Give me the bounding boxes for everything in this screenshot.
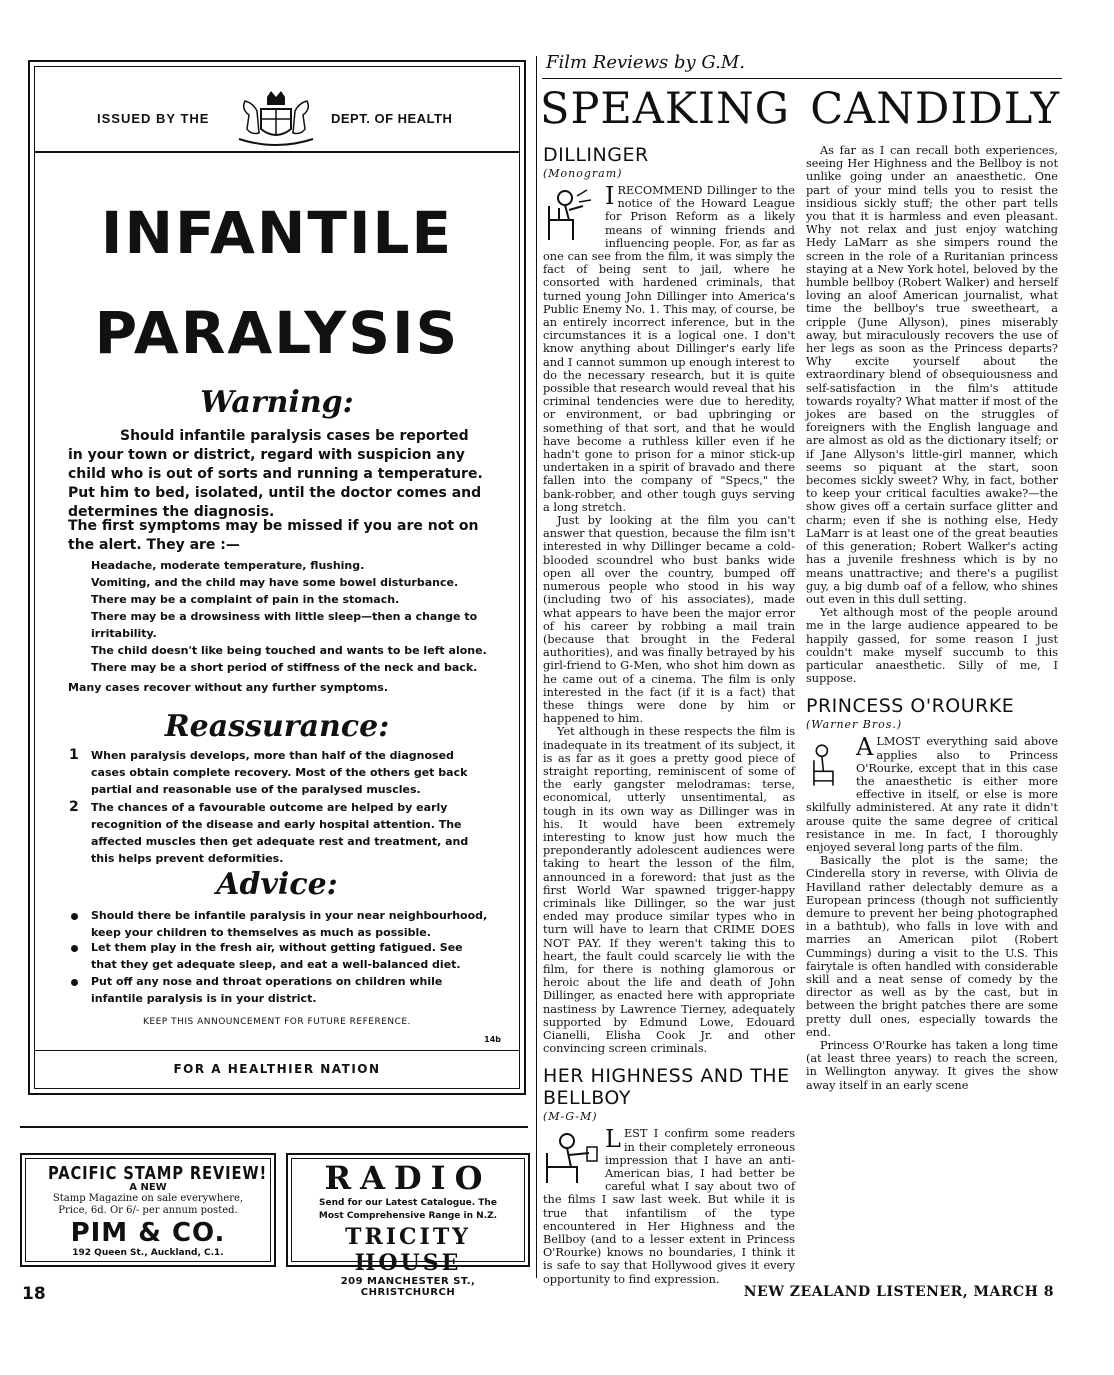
advice-item: Put off any nose and throat operations on children while infantile paralysis is in your district.: [91, 975, 443, 1005]
review-paragraph: As far as I can recall both experiences, seeing Her Highness and the Bellboy is not unlike going under an anaesthetic. One part of your mind tells you to resist the insidious sickly stuff; the other part tells you that it is harmless and even pleasant. Why not relax and just enjoy watching Hedy LaMarr as she simpers round the screen in the role of a Ruritanian princess staying at a New York hotel, beloved by the humble bellboy (Robert Walker) and herself loving an aloof American journalist, what time the bellboy's true sweetheart, a cripple (June Allyson), pines miserably away, but miraculously recovers the use of her legs as soon as the Princess departs? Why excite yourself about the extraordinary blend of obsequiousness and self-satisfaction in the film's attitude towards royalty? What matter if most of the jokes are based on the struggles of foreigners with the English language and are almost as old as the dictionary itself; or if Jane Allyson's little-girl manner, which seems so piquant at the start, soon becomes sickly sweet? Why, in fact, bother to keep your critical faculties awake?—the show gives off a certain surface glitter and charm; even if she is nothing else, Hedy LaMarr is at least one of the great beauties of this generation; Robert Walker's acting has a juvenile freshness which is by no means unattractive; and there's a pugilist guy, a big dumb oaf of a fellow, who shines out even in this dull setting.: [806, 144, 1058, 606]
stamp-ad-address: 192 Queen St., Auckland, C.1.: [72, 1248, 224, 1258]
list-item: Headache, moderate temperature, flushing.: [91, 559, 365, 572]
review-distributor: (Warner Bros.): [806, 718, 903, 732]
headline-right: CANDIDLY: [810, 84, 1060, 134]
warning-heading: Warning:: [200, 385, 354, 420]
divider: [542, 78, 1062, 79]
review-distributor: (M-G-M): [543, 1110, 598, 1124]
list-item: The child doesn't like being touched and wants to be left alone.: [91, 644, 487, 657]
bullet-icon: [71, 945, 78, 952]
bullet-icon: [71, 913, 78, 920]
review-title: DILLINGER: [543, 144, 649, 166]
symptoms-list: [91, 557, 491, 676]
radio-ad-line: Most Comprehensive Range in N.Z.: [318, 1211, 498, 1221]
issued-by-text: ISSUED BY THE: [97, 111, 210, 126]
reassurance-item: The chances of a favourable outcome are helped by early recognition of the disease and early hospital attention. The affected muscles then get adequate rest and treatment, and this helps prevent deformities.: [91, 801, 469, 865]
radio-ad: [286, 1153, 530, 1298]
dept-of-health-text: DEPT. OF HEALTH: [331, 111, 453, 126]
reassurance-heading: Reassurance:: [164, 709, 390, 744]
review-title: HER HIGHNESS AND THE BELLBOY: [543, 1065, 790, 1110]
recover-note: Many cases recover without any further symptoms.: [68, 681, 389, 694]
radio-ad-title: RADIO: [324, 1159, 492, 1197]
divider: [536, 56, 537, 1278]
list-item: There may be a drowsiness with little sleep—then a change to irritability.: [91, 610, 478, 640]
keep-announcement-notice: KEEP THIS ANNOUNCEMENT FOR FUTURE REFERENCE.: [143, 1017, 411, 1027]
radio-ad-address: 209 MANCHESTER ST., CHRISTCHURCH: [340, 1276, 476, 1298]
review-paragraph: Yet although most of the people around me in the large audience appeared to be happily gassed, for some reason I just couldn't make myself succumb to this particular anaesthetic. Silly of me, I suppose.: [806, 606, 1058, 686]
bullet-icon: [71, 979, 78, 986]
reviewer-sketch-icon: [806, 737, 852, 793]
radio-ad-line: Send for our Latest Catalogue. The: [319, 1198, 497, 1208]
drop-cap: L: [605, 1125, 621, 1154]
review-paragraph: ALMOST everything said above applies also to Princess O'Rourke, except that in this case the anaesthetic is either more effective in itself, or else is more skilfully administered. At any rate it didn't arouse quite the same degree of critical resistance in me. In fact, I thoroughly enjoyed several long parts of the film.: [806, 733, 1058, 854]
reviewer-sketch-icon: [543, 186, 601, 242]
health-announcement-inner-border: [34, 66, 520, 1089]
reassurance-item: When paralysis develops, more than half of the diagnosed cases obtain complete recovery. Most of the others get back partial and reasonable use of the paralysed muscles.: [91, 749, 468, 796]
reassurance-number: 1: [69, 747, 79, 763]
page-title: [540, 84, 1060, 134]
radio-ad-company: TRICITY HOUSE: [345, 1224, 471, 1276]
review-paragraph: Just by looking at the film you can't answer that question, because the film isn't interested in why Dillinger became a cold-blooded scoundrel who bust banks wide open all over the country, bumped off numerous people who stood in his way (including two of his associates), made what appears to have been the major error of his career by robbing a mail train (because that brought in the Federal authorities), and was finally betrayed by his girl-friend to G-Men, who shot him down as he came out of a cinema. The film is only interested in the fact (if it is a fact) that these things were done by him or happened to him.: [543, 514, 795, 726]
headline-left: SPEAKING: [540, 84, 790, 134]
review-paragraph: Basically the plot is the same; the Cinderella story in reverse, with Olivia de Havilland rather delectably demure as a European princess (though not sufficiently demure to prevent her being photographed in a bathtub), who falls in love with and marries an American pilot (Robert Cummings) during a visit to the U.S. This fairytale is often handled with considerable skill and a neat sense of comedy by the director as well as by the cast, but in between the bright patches there are some pretty dull ones, especially towards the end.: [806, 854, 1058, 1039]
divider: [35, 1050, 519, 1051]
divider: [35, 151, 519, 153]
stamp-ad-desc: Stamp Magazine on sale everywhere,: [52, 1193, 244, 1204]
section-kicker: Film Reviews by G.M.: [546, 52, 745, 73]
stamp-ad-subtitle: A NEW: [129, 1182, 167, 1193]
list-item: Vomiting, and the child may have some bowel disturbance.: [91, 576, 459, 589]
list-item: There may be a complaint of pain in the stomach.: [91, 593, 400, 606]
page-footer: NEW ZEALAND LISTENER, MARCH 8: [743, 1284, 1054, 1300]
warning-paragraph: Should infantile paralysis cases be reported in your town or district, regard with suspicion any child who is out of sorts and running a temperature. Put him to bed, isolated, until the doctor comes and determines the diagnosis.: [68, 428, 483, 520]
first-symptoms-paragraph: The first symptoms may be missed if you are not on the alert. They are :—: [68, 518, 479, 553]
drop-cap: I: [605, 182, 615, 210]
review-column-2: [806, 144, 1058, 1092]
review-paragraph: LEST I confirm some readers in their completely erroneous impression that I have an anti-American bias, I had better be careful what I say about two of the films I saw last week. But while it is true that infantilism of the type encountered in Her Highness and the Bellboy (and to a lesser extent in Princess O'Rourke) knows no boundaries, I think it is safe to say that Hollywood gives it every opportunity to find expression.: [543, 1125, 795, 1286]
advice-item: Let them play in the fresh air, without getting fatigued. See that they get adequate sleep, and eat a well-balanced diet.: [91, 941, 463, 971]
review-paragraph: Yet although in these respects the film is inadequate in its treatment of its subject, it is as far as it goes a pretty good piece of straight reporting, reminiscent of some of the early gangster melodramas: terse, economical, utterly unsentimental, as tough in its own way as Dillinger was in his. It would have been extremely interesting to know just how much the preponderantly adolescent audiences were taking to heart the lesson of the film, announced in a foreword: that just as the first World War spawned trigger-happy criminals like Dillinger, so the war just ended may produce similar types who in turn will have to learn that CRIME DOES NOT PAY. If they weren't taking this to heart, the fault could scarcely lie with the film, for there is nothing glamorous or heroic about the life and death of John Dillinger, as enacted here with appropriate nastiness by Lawrence Tierney, adequately supported by Edmund Lowe, Edouard Cianelli, Elisha Cook Jr. and other convincing screen criminals.: [543, 725, 795, 1056]
reviewer-sketch-icon: [543, 1129, 601, 1185]
ad-title-line1: INFANTILE: [100, 199, 454, 267]
advice-item: Should there be infantile paralysis in your near neighbourhood, keep your children to themselves as much as possible.: [91, 909, 488, 939]
page-number: 18: [22, 1284, 46, 1304]
ad-code: 14b: [484, 1035, 501, 1044]
ad-title-line2: PARALYSIS: [94, 299, 460, 367]
review-column-1: [543, 144, 795, 1286]
review-title: PRINCESS O'ROURKE: [806, 695, 1015, 718]
stamp-review-ad: [20, 1153, 276, 1267]
list-item: There may be a short period of stiffness of the neck and back.: [91, 661, 478, 674]
advice-heading: Advice:: [216, 867, 338, 902]
stamp-ad-title: PACIFIC STAMP REVIEW!: [47, 1163, 268, 1184]
stamp-ad-company: PIM & CO.: [70, 1218, 226, 1248]
divider: [20, 1126, 528, 1128]
reassurance-number: 2: [69, 799, 79, 815]
stamp-ad-desc: Price, 6d. Or 6/- per annum posted.: [58, 1205, 238, 1216]
review-paragraph: Princess O'Rourke has taken a long time (at least three years) to reach the screen, in Wellington anyway. It gives the show away itself in an early scene: [806, 1039, 1058, 1092]
drop-cap: A: [856, 733, 874, 762]
health-announcement: [28, 60, 526, 1095]
review-paragraph: IRECOMMEND Dillinger to the notice of the Howard League for Prison Reform as a likely means of winning friends and influencing people. For, as far as one can see from the film, it was simply the fact of being sent to jail, where he consorted with hardened criminals, that turned young John Dillinger into America's Public Enemy No. 1. This may, of course, be an entirely incorrect inference, but in the circumstances it is a logical one. I don't know anything about Dillinger's early life and I cannot summon up enough interest to do the necessary research, but it is quite possible that research would reveal that his criminal tendencies were due to heredity, or environment, or bad upbringing or something of that sort, and that he would have become a ruthless killer even if he hadn't gone to prison for a minor stick-up undertaken in a spirit of bravado and there fallen into the company of "Specs," the bank-robber, and other tough guys serving a long stretch.: [543, 182, 795, 514]
ad-footer-slogan: FOR A HEALTHIER NATION: [173, 1062, 381, 1076]
coat-of-arms-icon: [231, 89, 321, 149]
review-distributor: (Monogram): [543, 167, 623, 180]
